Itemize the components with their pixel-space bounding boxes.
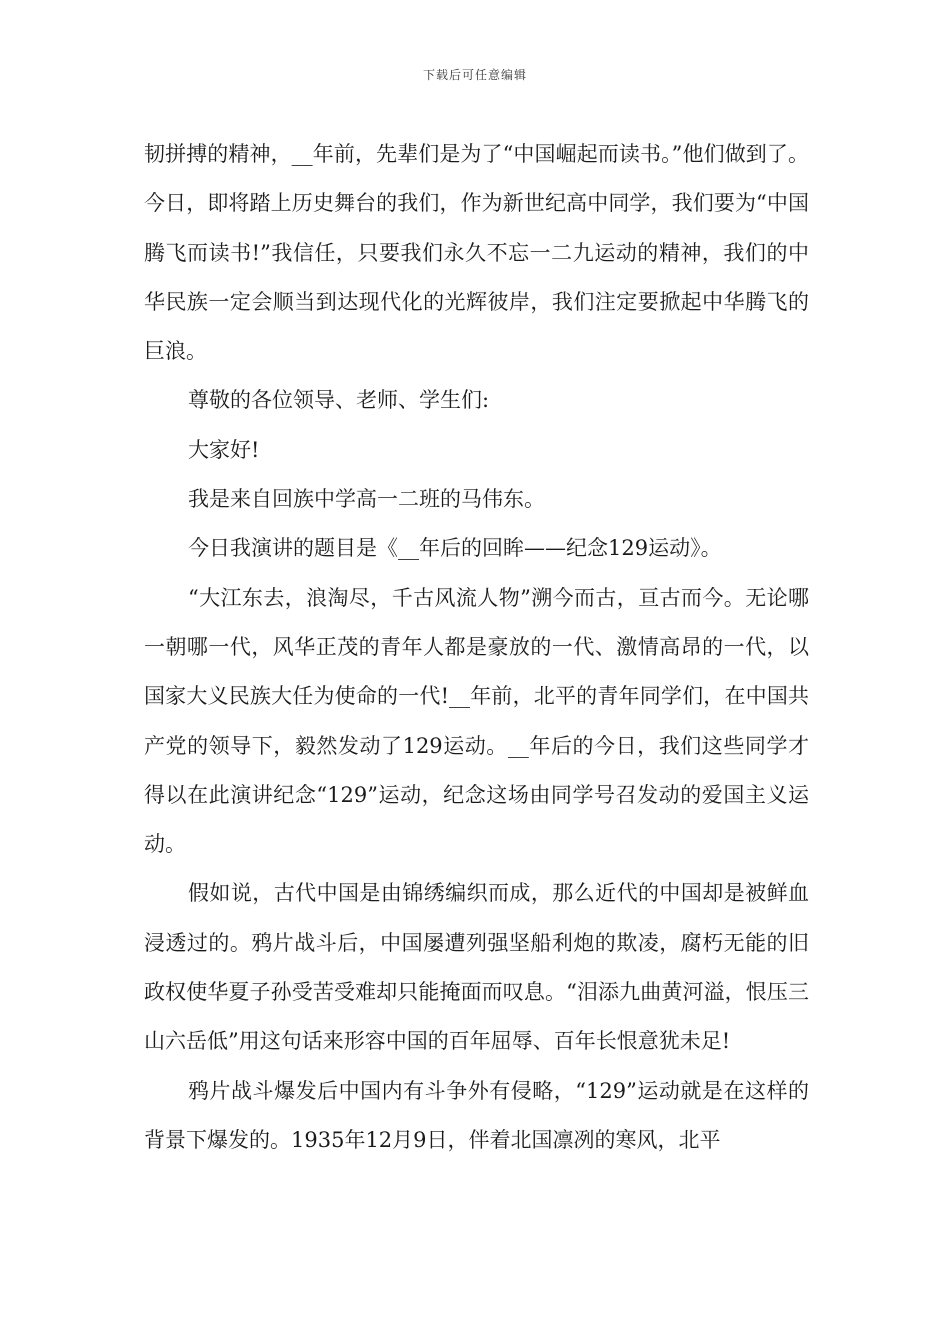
page-header: 下载后可任意编辑	[422, 68, 527, 82]
paragraph-3: 大家好!	[188, 437, 260, 462]
paragraph-7: 假如说，古代中国是由锦绣编织而成，那么近代的中国却是被鲜血浸透过的。鸦片战斗后，中国屡遭列强坚船利炮的欺凌，腐朽无能的旧政权使华夏子孙受苦受难却只能掩面而叹息。“泪添九曲黄河溢，恨压三山六岳低”用这句话来形容中国的百年屈辱、百年长恨意犹未足!	[144, 881, 809, 1054]
paragraph-1: 韧拼搏的精神，__年前，先辈们是为了“中国崛起而读书。”他们做到了。今日，即将踏上历史舞台的我们，作为新世纪高中同学，我们要为“中国腾飞而读书!”我信任，只要我们永久不忘一二九运动的精神，我们的中华民族一定会顺当到达现代化的光辉彼岸，我们注定要掀起中华腾飞的巨浪。	[144, 142, 809, 364]
paragraph-4: 我是来自回族中学高一二班的马伟东。	[188, 487, 545, 512]
paragraph-6: “大江东去，浪淘尽，千古风流人物”溯今而古，亘古而今。无论哪一朝哪一代，风华正茂的青年人都是豪放的一代、激情高昂的一代，以国家大义民族大任为使命的一代!__年前，北平的青年同学们，在中国共产党的领导下，毅然发动了129运动。__年后的今日，我们这些同学才得以在此演讲纪念“129”运动，纪念这场由同学号召发动的爱国主义运动。	[144, 585, 809, 857]
document-body	[144, 130, 809, 1165]
paragraph-5: 今日我演讲的题目是《__年后的回眸——纪念129运动》。	[188, 536, 722, 561]
paragraph-2: 尊敬的各位领导、老师、学生们:	[188, 388, 490, 413]
paragraph-8: 鸦片战斗爆发后中国内有斗争外有侵略，“129”运动就是在这样的背景下爆发的。1935年12月9日，伴着北国凛冽的寒风，北平	[144, 1078, 809, 1152]
